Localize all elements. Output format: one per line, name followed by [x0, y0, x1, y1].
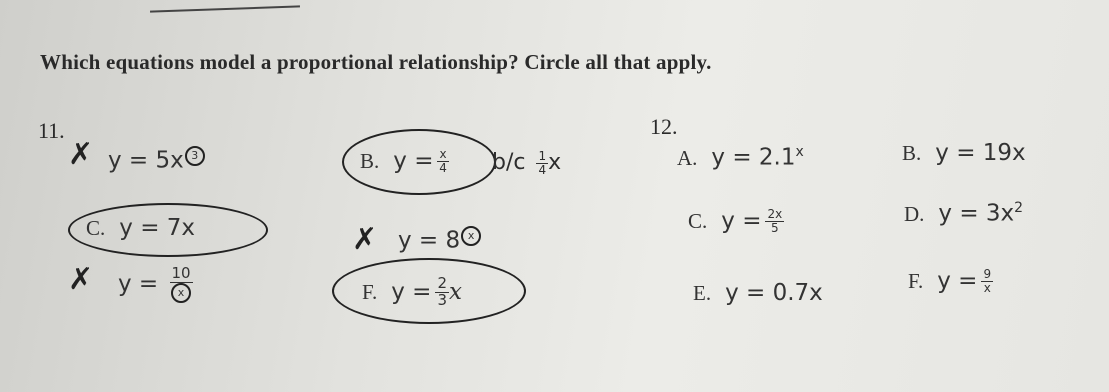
option-12a-lhs: y = 2.1	[711, 144, 796, 171]
option-12e-label: E.	[693, 281, 712, 305]
cross-out-mark-11a: ✗	[68, 137, 94, 172]
option-11b-numerator: x	[439, 147, 447, 162]
option-11f-variable: x	[449, 278, 462, 305]
option-12f-label: F.	[908, 269, 924, 293]
option-11a-exponent: 3	[185, 146, 205, 166]
option-12d-lhs: y = 3x	[938, 200, 1015, 227]
option-12b-equation: y = 19x	[935, 140, 1026, 166]
option-12c-lhs: y =	[721, 208, 762, 234]
option-11f-numerator: 2	[437, 274, 447, 292]
question-text: Which equations model a proportional relationship? Circle all that apply.	[40, 50, 712, 74]
option-12a-label: A.	[677, 145, 698, 170]
option-11b-denominator: 4	[439, 161, 447, 175]
option-11e-denominator: x	[171, 283, 191, 303]
option-11a-equation: y = 5x	[108, 147, 184, 174]
note-numerator: 1	[538, 149, 547, 163]
note-denominator: 4	[538, 162, 547, 177]
page-edge-line	[150, 5, 300, 12]
cross-out-mark-11d: ✗	[352, 222, 378, 257]
handwritten-note-11b	[492, 150, 561, 176]
option-11f-fraction	[435, 276, 449, 309]
option-11d-equation: y = 8	[398, 227, 461, 254]
option-11f-label: F.	[362, 279, 378, 304]
option-11c-equation: y = 7x	[119, 215, 196, 241]
option-11b[interactable]	[360, 148, 449, 175]
problem-11-number: 11.	[38, 118, 65, 143]
option-11c-label: C.	[86, 216, 106, 240]
option-12e-equation: y = 0.7x	[725, 280, 823, 306]
option-12d-label: D.	[904, 201, 925, 226]
option-12a[interactable]	[677, 144, 804, 171]
note-fraction	[536, 150, 548, 176]
option-11a[interactable]	[108, 146, 205, 174]
option-11e-numerator: 10	[171, 264, 191, 282]
option-12c-numerator: 2x	[767, 207, 783, 222]
cross-out-mark-11e: ✗	[68, 262, 94, 297]
option-12b[interactable]	[902, 140, 1026, 166]
option-11e[interactable]	[118, 266, 193, 303]
option-11e-lhs: y =	[118, 270, 159, 297]
option-11b-lhs: y =	[393, 148, 434, 174]
option-11e-fraction	[170, 266, 193, 303]
option-12f[interactable]	[908, 268, 993, 295]
option-11c[interactable]	[86, 215, 195, 241]
option-11f-lhs: y =	[391, 278, 432, 305]
option-12c-label: C.	[688, 209, 708, 233]
option-11d-exponent: x	[461, 226, 481, 246]
option-12d-exponent: 2	[1014, 200, 1024, 216]
option-11b-label: B.	[360, 149, 380, 173]
option-12c-fraction	[765, 208, 784, 234]
option-11d[interactable]	[398, 226, 481, 254]
option-12d[interactable]	[904, 200, 1023, 227]
option-12f-fraction	[981, 268, 993, 294]
option-12c[interactable]	[688, 208, 784, 235]
option-12f-denominator: x	[983, 281, 991, 295]
note-text: b/c	[492, 150, 526, 176]
option-12a-exponent: x	[795, 144, 804, 160]
option-12f-numerator: 9	[983, 267, 992, 282]
note-variable: x	[548, 150, 562, 176]
option-11f[interactable]	[362, 276, 462, 309]
option-11b-fraction	[437, 148, 448, 174]
option-11f-denominator: 3	[437, 290, 447, 309]
option-12f-lhs: y =	[937, 268, 978, 294]
option-12c-denominator: 5	[771, 221, 779, 235]
problem-12-number: 12.	[650, 114, 678, 139]
option-12e[interactable]	[693, 280, 823, 306]
option-12b-label: B.	[902, 141, 922, 165]
